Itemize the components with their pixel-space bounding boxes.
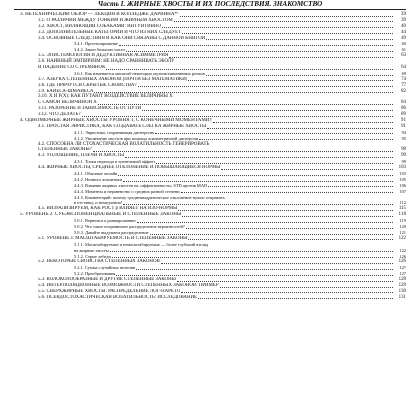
toc-page-number: 122 <box>398 235 406 241</box>
toc-entry-title: 3.6. НАИВНЫЙ ЭМПИРИЗМ: НЕ НАДО СРАВНИВАТЬ ЭБОЛУ <box>38 59 175 65</box>
toc-dot-leader <box>180 16 393 17</box>
toc-page-number: 119 <box>399 218 406 224</box>
toc-page-number: 122 <box>399 247 406 253</box>
toc-page-number: 84 <box>401 100 406 106</box>
toc-entry-title: 4.1.2. Увеличение хвостов при помощи асимметричной дисперсии <box>74 135 199 141</box>
toc-entry-title: 4.4.5. Комментарий: почему среднеквадратическое отклонение нужно отправить <box>74 194 225 200</box>
toc-dot-leader <box>182 216 393 217</box>
toc-dot-leader <box>123 181 393 182</box>
toc-page-number: 129 <box>398 282 406 288</box>
toc-dot-leader <box>93 151 393 152</box>
toc-entry-title: 5.0.3. Давайте выдумаем распределение <box>74 229 149 235</box>
toc-page-number: 130 <box>398 288 406 294</box>
toc-entry-title: 4.2. СПОСОБНА ЛИ СТОХАСТИЧЕСКАЯ ВОЛАТИЛЬНОСТЬ ГЕНЕРИРОВАТЬ <box>38 141 210 147</box>
toc-entry-title: 3.4.2. Закон больших чисел <box>74 47 125 53</box>
toc-dot-leader <box>186 228 393 229</box>
toc-entry-title: 3.9. БАЙЕСА-ШМАЙЕСА <box>38 88 94 94</box>
toc-entry[interactable] <box>0 295 406 301</box>
toc-entry-title: 5.2. НЕКОТОРЫЕ СВОЙСТВА СТЕПЕННЫХ ЗАКОНОВ <box>38 259 160 265</box>
toc-dot-leader <box>169 57 393 58</box>
toc-entry-title: И ПАДЕНИЕ СО СТРЕМЯНОК <box>38 65 106 70</box>
toc-entry-title: 3.5. ЭПИСТЕМОЛОГИЯ И ДЕДУКТИВНАЯ АСИММЕТРИЯ <box>38 53 169 59</box>
toc-page-number: 40 <box>401 23 406 29</box>
toc-entry-title: 4.4.1. Обычные онлайн <box>74 171 118 177</box>
toc-page-number: 60 <box>401 41 406 47</box>
toc-page-number: 64 <box>401 65 406 70</box>
toc-dot-leader <box>162 27 393 28</box>
toc-dot-leader <box>208 186 393 187</box>
toc-page-number: 74 <box>401 76 406 82</box>
toc-entry-title: 5.1. УРОВЕНЬ 3: МАСШТАБИРУЕМОСТЬ И СТЕПЕННЫЕ ЗАКОНЫ <box>38 235 188 241</box>
toc-page-number: 118 <box>398 211 406 218</box>
page-header: Часть I. ЖИРНЫЕ ХВОСТЫ И ИХ ПОСЛЕДСТВИЯ. ЗНАКОМСТВО <box>97 0 323 8</box>
toc-entry-title: 3.7. АЗБУКА СТЕПЕННЫХ ЗАКОНОВ (ПОЧТИ БЕЗ МАТЕМАТИКИ) <box>38 76 188 82</box>
toc-page-number: 106 <box>399 182 406 188</box>
toc-page-number: 127 <box>399 271 406 277</box>
toc-page-number: 63 <box>401 53 406 59</box>
toc-entry-title: в отставку, и немедленно! <box>74 200 123 206</box>
toc-page-number: 115 <box>398 206 406 212</box>
table-of-contents <box>0 12 420 420</box>
header-rule <box>14 9 406 10</box>
toc-entry-title: 5.2.2. Преобразования <box>74 271 116 277</box>
toc-dot-leader <box>98 104 393 105</box>
toc-dot-leader <box>198 298 393 299</box>
toc-entry-title: 4. ОДНОМЕРНЫЕ ЖИРНЫЕ ХВОСТЫ УРОВНЯ 1, С КОНЕЧНЫМИ МОМЕНТАМИ† <box>20 118 213 124</box>
toc-entry-title: 4.4.3. Влияние жирных хвостов на «эффективность» STD против MAD <box>74 182 208 188</box>
toc-entry-title: 4.5. ВИЗУАЛИЗИРУЕМ, КАК РОСТ p ВЛИЯЕТ НА ИЗО-НОРМЫ <box>38 206 178 212</box>
toc-page-number: 120 <box>399 224 406 230</box>
toc-entry-title: 4.3.1. Точки перехода в туннельный эффект <box>74 159 156 165</box>
toc-page-number: 99 <box>401 153 406 159</box>
toc-page-number: 61 <box>401 47 406 53</box>
toc-dot-leader <box>174 21 393 22</box>
toc-entry-title: 3. НЕТЕХНИЧЕСКИЙ ОБЗОР — ЛЕКЦИЯ В КОЛЛЕДЖЕ ДАРВИНА*¹ <box>20 11 179 17</box>
toc-dot-leader <box>150 234 393 235</box>
toc-entry-title: 4.4. ЖИРНЫЕ ХВОСТЫ, СРЕДНЕЕ ОТКЛОНЕНИЕ И ПОВЫШАЮЩИЕСЯ НОРМЫ <box>38 165 221 171</box>
toc-page-number: 126 <box>399 253 406 259</box>
toc-dot-leader <box>206 39 393 40</box>
toc-page-number: 49 <box>401 35 406 41</box>
toc-entry-title: 3.11. РАЗОРЕНИЕ И ЗАВИСИМОСТЬ ОТ ПУТИ <box>38 106 142 112</box>
toc-dot-leader <box>125 157 393 158</box>
toc-dot-leader <box>181 192 393 193</box>
toc-entry-title: 5.0.2. Что такое пограничное распределение вероятностей? <box>74 224 185 230</box>
toc-dot-leader <box>156 163 393 164</box>
toc-entry-title: 3.12. ЧТО ДЕЛАТЬ? <box>38 112 81 118</box>
toc-page-number: 107 <box>399 188 406 194</box>
toc-dot-leader <box>119 45 393 46</box>
toc-page-number: 89 <box>401 112 406 118</box>
toc-dot-leader <box>199 139 393 140</box>
toc-page-number: 91 <box>400 117 406 124</box>
toc-dot-leader <box>110 251 393 252</box>
toc-dot-leader <box>161 263 393 264</box>
toc-page-number: 121 <box>399 229 406 235</box>
toc-dot-leader <box>137 222 393 223</box>
toc-dot-leader <box>178 210 393 211</box>
toc-entry-title: 3.10. X И F(X): КАК ПУТАЮТ ВОЗДЕЙСТВИЕ ВЕЛИЧИНЫ X <box>38 94 173 100</box>
toc-dot-leader <box>142 110 393 111</box>
toc-page-number: 44 <box>401 29 406 35</box>
toc-page-number: 39 <box>401 17 406 23</box>
toc-dot-leader <box>207 128 393 129</box>
toc-page-number: 105 <box>399 176 406 182</box>
toc-entry-title: 3.2. ХВОСТ, ВИЛЯЮЩИЙ СОБАКАМИ: ИНТУИТИВНО <box>38 23 161 29</box>
toc-entry-title: 3.1. О РАЗЛИЧИИ МЕЖДУ ТОНКИМ И ЖИРНЫМ ХВОСТОМ <box>38 17 173 23</box>
toc-dot-leader <box>123 204 393 205</box>
toc-page-number: 82 <box>401 88 406 94</box>
toc-dot-leader <box>188 239 393 240</box>
toc-entry-title: 5.4. ИНТЕРПОЛЯЦИОННЫЕ ВОЗМОЖНОСТИ СТЕПЕННЫХ ЗАКОНОВ: ПРИМЕР <box>38 282 219 288</box>
toc-dot-leader <box>116 275 393 276</box>
toc-entry-title: 4.1. ПРОСТАЯ ЭВРИСТИКА, КАК СОЗДАВАТЬ СЛЕГКА ЖИРНЫЕ ХВОСТЫ <box>38 123 207 129</box>
toc-entry-title: 5. УРОВЕНЬ 2: СУБЭКСПОНЕНЦИАЛЬНЫЕ И СТЕПЕННЫЕ ЗАКОНЫ <box>20 212 182 218</box>
toc-dot-leader <box>220 287 393 288</box>
toc-dot-leader <box>213 122 393 123</box>
toc-entry-title: 5.0.1. Вернемся к ранжированию <box>74 218 136 224</box>
toc-entry-title: 4.3. УПЛОЩЕНИЕ, ПЛЕЧИ И ХВОСТЫ <box>38 153 125 159</box>
toc-entry-title: 5.5. СВЕРХЖИРНЫЕ ХВОСТЫ: РАСПРЕДЕЛЕНИЕ ЛОГ-ПАРЕТО <box>38 288 181 294</box>
toc-entry-title: 5.2.1. Сумма случайных величин <box>74 265 136 271</box>
toc-dot-leader <box>112 257 393 258</box>
toc-page-number: 91 <box>401 123 406 129</box>
toc-dot-leader <box>126 51 393 52</box>
toc-dot-leader <box>118 175 393 176</box>
toc-dot-leader <box>181 292 393 293</box>
toc-page-number: 77 <box>401 82 406 88</box>
toc-entry-title: С САМОЙ ВЕЛИЧИНОЙ X <box>38 100 97 106</box>
toc-page-number: 98 <box>401 147 406 153</box>
toc-entry-title: 5.6. ПСЕВДОСТОХАСТИЧЕСКАЯ ВОЛАТИЛЬНОСТЬ: ИССЛЕДОВАНИЕ <box>38 294 198 300</box>
toc-dot-leader <box>106 69 393 70</box>
toc-dot-leader <box>221 169 393 170</box>
toc-dot-leader <box>206 75 393 76</box>
toc-page-number: 128 <box>398 277 406 283</box>
toc-page-number: 99 <box>401 159 406 165</box>
toc-page-number: 126 <box>398 259 406 265</box>
toc-page-number: 103 <box>399 171 406 177</box>
toc-dot-leader <box>182 33 393 34</box>
toc-page-number: 103 <box>398 165 406 171</box>
toc-dot-leader <box>136 269 393 270</box>
toc-page-number: 112 <box>399 200 406 206</box>
toc-entry-title: 4.4.4. Моменты и неравенство о средних разной степени <box>74 188 180 194</box>
toc-entry-title: СТЕПЕННЫЕ ЗАКОНЫ? <box>38 147 92 153</box>
toc-page-number: 69 <box>401 70 406 76</box>
toc-entry-title: 5.1.1. Масштабируемые и немасштабируемые — более глубокий взгляд <box>74 241 209 247</box>
toc-dot-leader <box>188 80 393 81</box>
toc-dot-leader <box>177 281 393 282</box>
toc-entry-line <box>38 295 406 301</box>
toc-entry-title: 3.3. ДОПОЛНИТЕЛЬНЫЕ КАТЕГОРИИ И ЧТО ИЗ НИХ СЛЕДУЕТ <box>38 29 182 35</box>
toc-page-number: 86 <box>401 106 406 112</box>
toc-entry-title: 5.3. КОЛОКОЛООБРАЗНЫЕ И ДРУГИЕ СТЕПЕННЫЕ ЗАКОНЫ <box>38 277 176 283</box>
toc-entry-title: 5.1.2. Серые лебеди <box>74 253 111 259</box>
toc-entry-title: 3.6.1. Как изменяется масштаб некоторых мультипликативных рисков <box>74 70 205 76</box>
toc-entry-title: 3.8. ГДЕ ПРЯЧУТСЯ СКРЫТЫЕ СВОЙСТВА? <box>38 82 137 88</box>
toc-entry-title: на жирные хвосты <box>74 247 109 253</box>
toc-dot-leader <box>138 86 393 87</box>
toc-dot-leader <box>82 116 393 117</box>
toc-page-number: 131 <box>398 294 406 300</box>
toc-page-number: 39 <box>400 10 406 17</box>
toc-entry-title: 3.4.1. Прогнозирование <box>74 41 118 47</box>
toc-page-number: 95 <box>401 135 406 141</box>
toc-entry-title: 3.4. ОСНОВНЫЕ СЛЕДСТВИЯ И КАК ОНИ СВЯЗАНЫ С ДАННОЙ КНИГОЙ <box>38 35 206 41</box>
toc-page-number: 127 <box>399 265 406 271</box>
toc-entry-title: 4.1.1. Эвристика, сохраняющая дисперсию <box>74 129 154 135</box>
toc-page-number: 94 <box>401 129 406 135</box>
toc-dot-leader <box>155 133 393 134</box>
toc-entry-title: 4.4.2. Немного аналитики <box>74 176 122 182</box>
